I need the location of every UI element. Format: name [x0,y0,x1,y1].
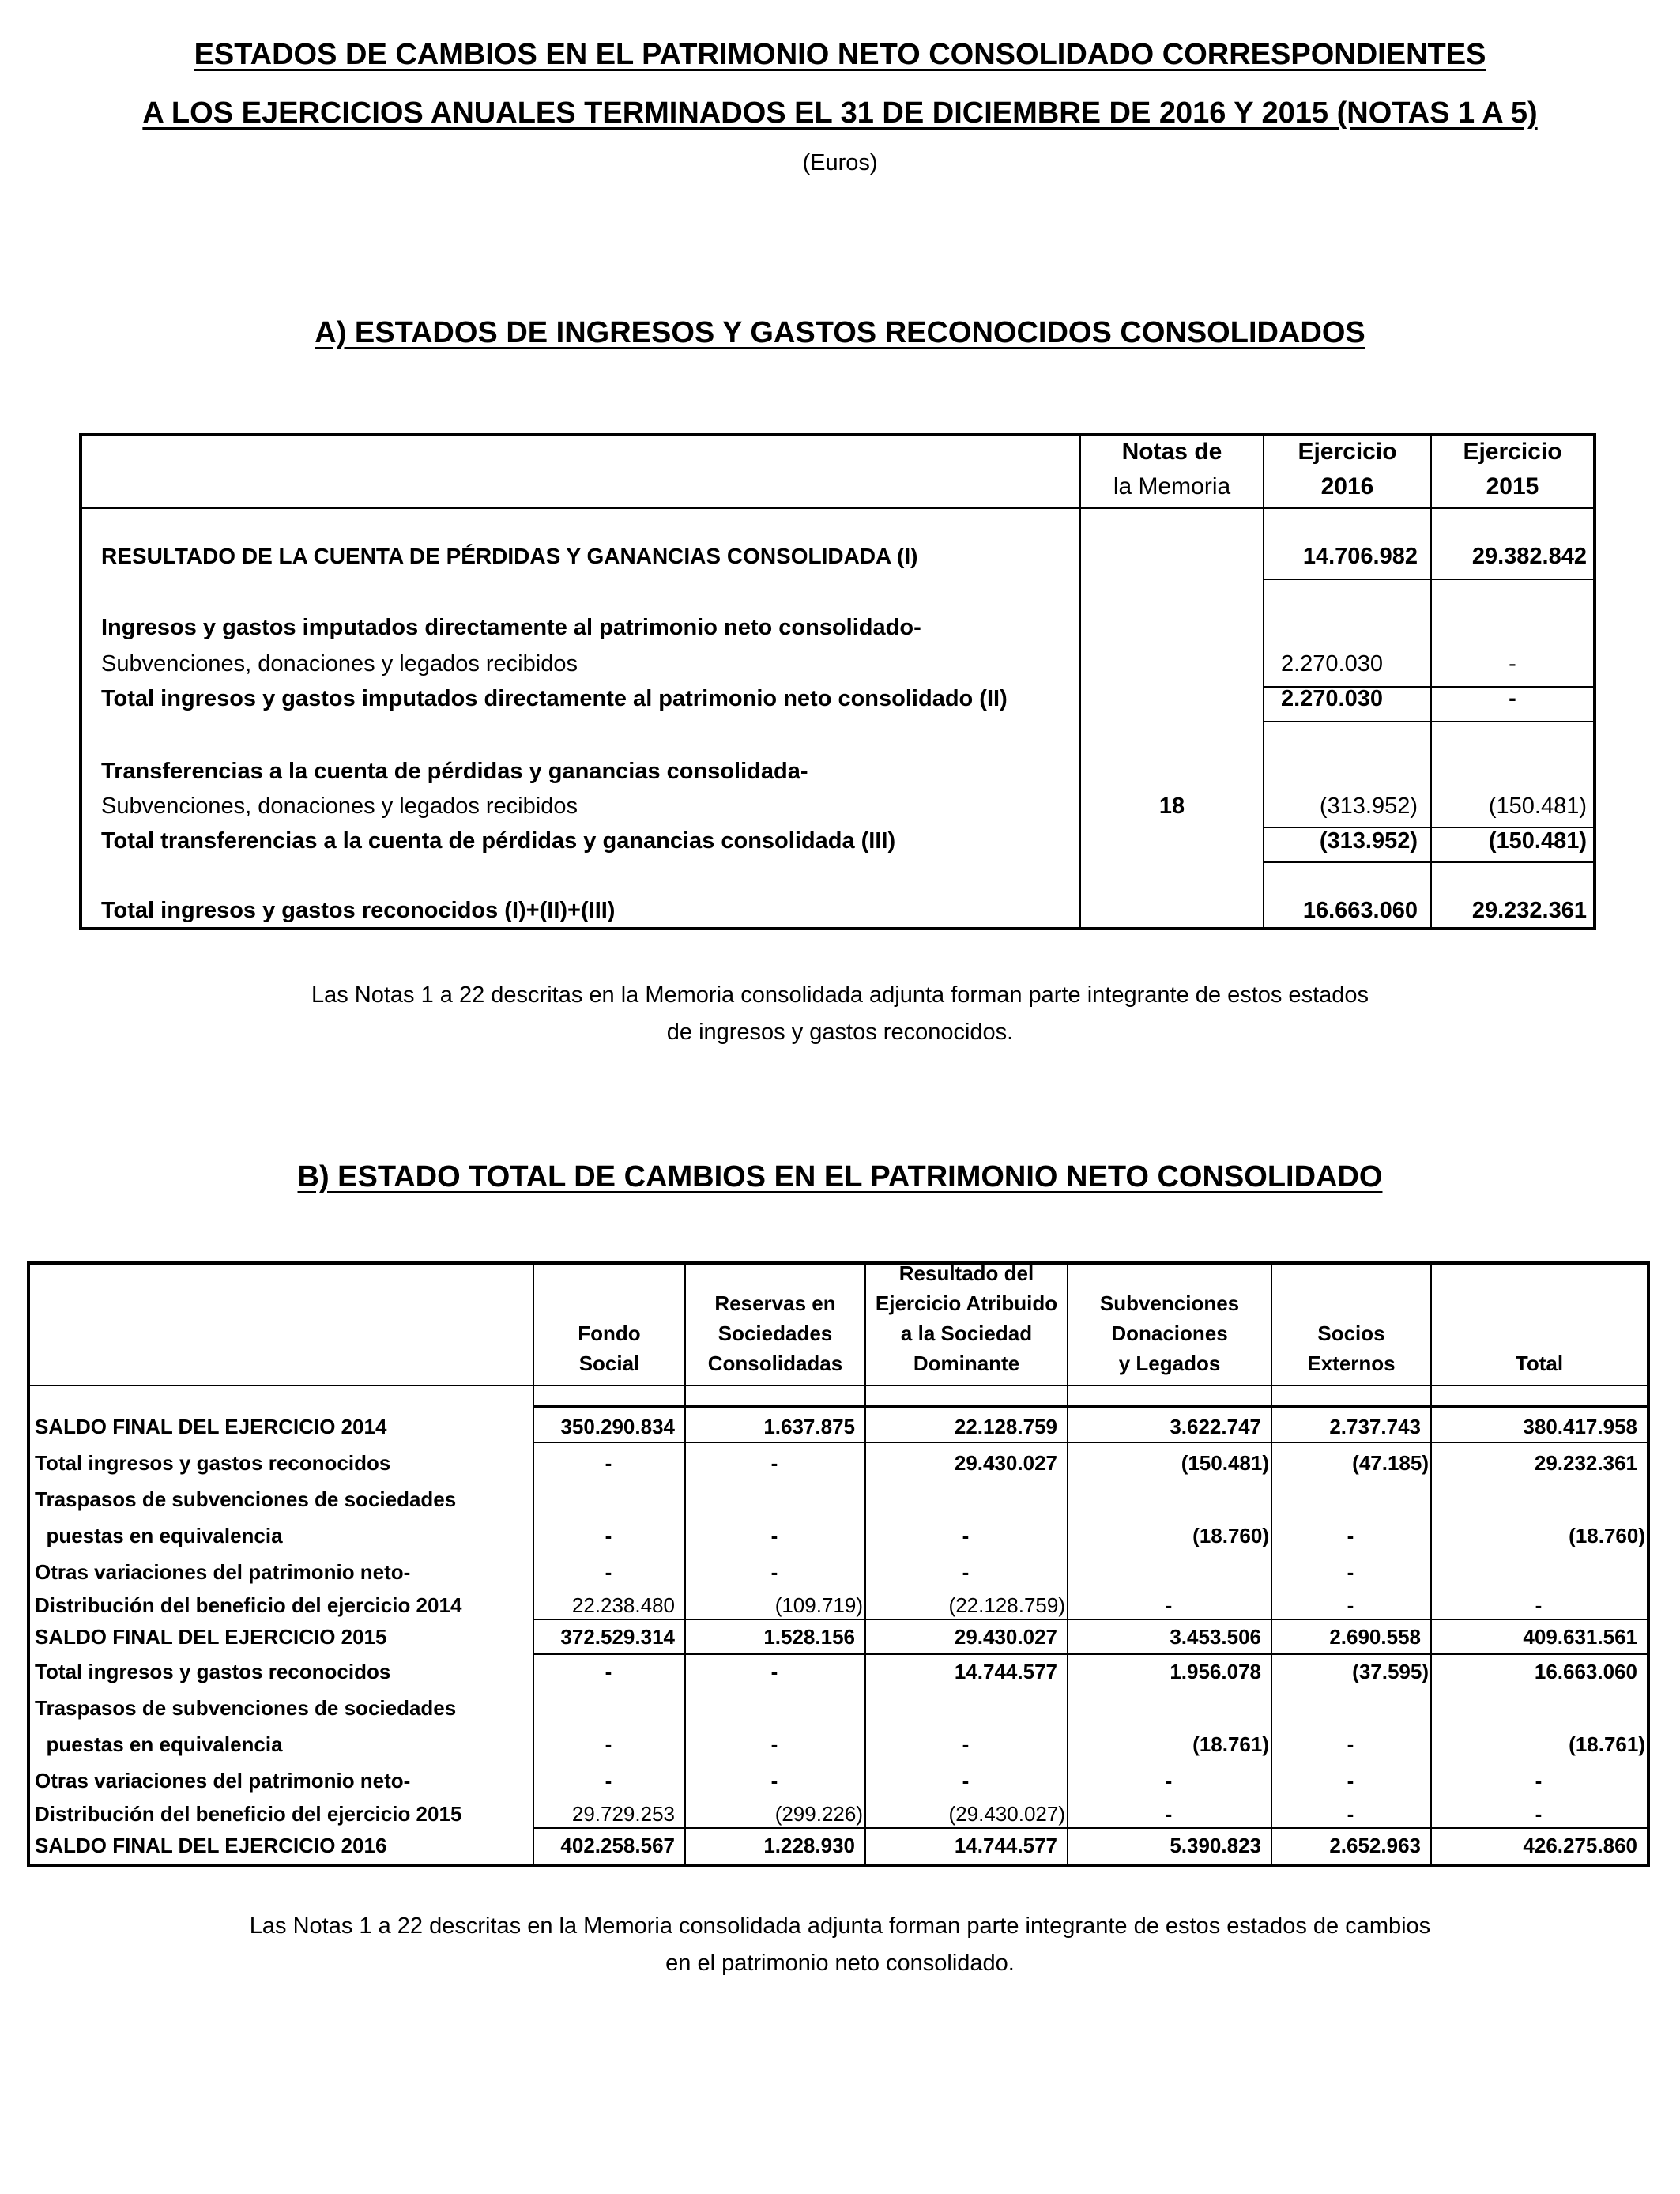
col-header-line: Total [1515,1351,1564,1375]
table-cell: - [605,1560,612,1584]
section-b-note: Las Notas 1 a 22 descritas en la Memoria consolidada adjunta forman parte integrante de estos estados de cambios en el patrimonio neto consolidado. [249,1913,1431,1976]
section-a-note: Las Notas 1 a 22 descritas en la Memoria consolidada adjunta forman parte integrante de estos estados de ingresos y gastos reconocidos. [311,982,1369,1045]
table-cell: 2.737.743 [1329,1415,1421,1438]
col-header-line: Donaciones [1111,1321,1228,1345]
table-cell: 16.663.060 [1534,1660,1637,1683]
table-cell: (37.595) [1352,1660,1429,1683]
row-label-transferencias-heading: Transferencias a la cuenta de pérdidas y ganancias consolidada- [101,759,808,784]
table-cell: 2.652.963 [1329,1834,1421,1857]
value-2016: (313.952) [1319,828,1418,854]
table-cell: 5.390.823 [1170,1834,1261,1857]
section-b-title: B) ESTADO TOTAL DE CAMBIOS EN EL PATRIMONIO NETO CONSOLIDADO [297,1160,1383,1193]
col-header-line: Ejercicio Atribuido [875,1291,1058,1315]
row-divider [1263,579,1593,580]
col-header-line: Consolidadas [707,1351,843,1375]
row-divider [533,1405,1647,1407]
value-2015: 29.232.361 [1471,898,1587,923]
table-cell: 350.290.834 [560,1415,675,1438]
row-label-ingresos-heading: Ingresos y gastos imputados directamente al patrimonio neto consolidado- [101,615,921,640]
table-cell: (299.226) [774,1802,863,1826]
table-cell: 29.729.253 [571,1802,675,1826]
table-cell: (29.430.027) [948,1802,1065,1826]
table-cell: (109.719) [774,1593,863,1617]
table-cell: 2.690.558 [1329,1625,1421,1649]
table-cell: 372.529.314 [560,1625,675,1649]
table-cell: - [1535,1802,1543,1826]
table-cell: 29.430.027 [954,1625,1057,1649]
table-cell: - [770,1524,778,1547]
row-divider [533,1827,1647,1829]
col-header-line: Externos [1307,1351,1396,1375]
table-cell: - [770,1732,778,1756]
value-2015: (150.481) [1488,794,1587,819]
row-label: puestas en equivalencia [35,1524,283,1547]
unit-label: (Euros) [802,150,878,175]
row-divider [533,1442,1647,1443]
table-cell: 3.622.747 [1170,1415,1261,1438]
table-cell: (18.761) [1569,1732,1645,1756]
col-header-line: Subvenciones [1099,1291,1240,1315]
header-divider [30,1385,1647,1386]
row-label: SALDO FINAL DEL EJERCICIO 2016 [35,1834,387,1857]
col-header-line: y Legados [1118,1351,1221,1375]
row-label: Traspasos de subvenciones de sociedades [35,1696,457,1720]
value-2015: - [1509,686,1516,711]
row-label: SALDO FINAL DEL EJERCICIO 2014 [35,1415,387,1438]
col-header [686,1288,864,1378]
equity-changes-table [27,1261,1650,1867]
table-cell: (18.761) [1192,1732,1269,1756]
row-label: Total ingresos y gastos reconocidos [35,1451,391,1475]
col-header-line: Socios [1317,1321,1385,1345]
table-cell: - [605,1451,612,1475]
table-cell: (18.760) [1192,1524,1269,1547]
row-label: Distribución del beneficio del ejercicio 2014 [35,1593,462,1617]
row-label: Distribución del beneficio del ejercicio 2015 [35,1802,462,1826]
table-cell: - [770,1660,778,1683]
table-cell: - [962,1732,970,1756]
value-2016: 16.663.060 [1302,898,1418,923]
table-cell: 14.744.577 [954,1834,1057,1857]
table-cell: (150.481) [1181,1451,1269,1475]
value-2016: 2.270.030 [1280,651,1383,677]
row-label-total-ii: Total ingresos y gastos imputados directamente al patrimonio neto consolidado (II) [101,686,1008,711]
row-label: Total ingresos y gastos reconocidos [35,1660,391,1683]
table-cell: 3.453.506 [1170,1625,1261,1649]
row-divider [1263,861,1593,863]
col-header [866,1258,1067,1378]
value-2016: 2.270.030 [1280,686,1383,711]
row-divider [1263,721,1593,722]
table-cell: 14.744.577 [954,1660,1057,1683]
col-header-line: Fondo [578,1321,641,1345]
table-cell: - [1535,1593,1543,1617]
table-cell: - [1347,1732,1354,1756]
col-header-notas: Notas de la Memoria [1113,439,1231,499]
table-cell: - [1165,1802,1173,1826]
row-label: Otras variaciones del patrimonio neto- [35,1560,411,1584]
table-cell: - [605,1769,612,1793]
value-2016: (313.952) [1319,794,1418,819]
table-cell: - [1535,1769,1543,1793]
col-header [1068,1288,1271,1378]
value-2015: - [1509,651,1516,677]
table-cell: - [962,1524,970,1547]
table-cell: 22.128.759 [954,1415,1057,1438]
table-cell: - [1347,1593,1354,1617]
table-cell: - [1347,1802,1354,1826]
note-reference: 18 [1158,794,1185,819]
table-cell: - [1347,1560,1354,1584]
col-divider [1079,436,1081,927]
row-label-resultado: RESULTADO DE LA CUENTA DE PÉRDIDAS Y GANANCIAS CONSOLIDADA (I) [101,544,918,568]
row-label: SALDO FINAL DEL EJERCICIO 2015 [35,1625,387,1649]
table-cell: - [1165,1593,1173,1617]
table-cell: - [605,1732,612,1756]
table-cell: 22.238.480 [571,1593,675,1617]
col-header-line: a la Sociedad [900,1321,1033,1345]
col-header-2016: Ejercicio 2016 [1298,439,1397,499]
row-divider [533,1407,1647,1408]
table-cell: 1.528.156 [763,1625,855,1649]
table-cell: 1.228.930 [763,1834,855,1857]
col-header [534,1318,684,1378]
document-title-line2: A LOS EJERCICIOS ANUALES TERMINADOS EL 31 DE DICIEMBRE DE 2016 Y 2015 (NOTAS 1 A 5) [142,96,1538,130]
table-cell: - [962,1560,970,1584]
table-cell: 29.430.027 [954,1451,1057,1475]
table-cell: - [962,1769,970,1793]
table-cell: (18.760) [1569,1524,1645,1547]
table-cell: 380.417.958 [1523,1415,1637,1438]
table-cell: 402.258.567 [560,1834,675,1857]
table-cell: 409.631.561 [1523,1625,1637,1649]
col-header-line: Social [578,1351,640,1375]
value-2016: 14.706.982 [1302,544,1418,569]
col-header-line: Dominante [913,1351,1020,1375]
table-cell: - [1347,1769,1354,1793]
income-expense-table [79,433,1596,930]
table-cell: - [605,1660,612,1683]
row-divider [533,1619,1647,1620]
row-label-subvenciones: Subvenciones, donaciones y legados recibidos [101,794,578,819]
row-label-total-iii: Total transferencias a la cuenta de pérdidas y ganancias consolidada (III) [101,828,896,854]
table-cell: 29.232.361 [1534,1451,1637,1475]
col-header [1272,1318,1430,1378]
document-title-line1: ESTADOS DE CAMBIOS EN EL PATRIMONIO NETO CONSOLIDADO CORRESPONDIENTES [194,38,1486,71]
col-header-line: Reservas en [714,1291,836,1315]
table-cell: 1.956.078 [1170,1660,1261,1683]
table-cell: - [770,1560,778,1584]
col-header-line: Sociedades [718,1321,833,1345]
table-cell: (47.185) [1352,1451,1429,1475]
table-cell: (22.128.759) [948,1593,1065,1617]
row-label: puestas en equivalencia [35,1732,283,1756]
col-header-2015: Ejercicio 2015 [1463,439,1562,499]
row-divider [533,1653,1647,1655]
row-label: Traspasos de subvenciones de sociedades [35,1487,457,1511]
value-2015: (150.481) [1488,828,1587,854]
header-divider [82,507,1593,509]
table-cell: - [1347,1524,1354,1547]
col-header [1432,1348,1647,1378]
row-label-subvenciones: Subvenciones, donaciones y legados recibidos [101,651,578,677]
table-cell: - [1165,1769,1173,1793]
table-cell: - [770,1451,778,1475]
table-cell: 1.637.875 [763,1415,855,1438]
table-cell: 426.275.860 [1523,1834,1637,1857]
table-cell: - [770,1769,778,1793]
col-header-line: Resultado del [898,1261,1034,1285]
table-cell: - [605,1524,612,1547]
section-a-title: A) ESTADOS DE INGRESOS Y GASTOS RECONOCIDOS CONSOLIDADOS [315,316,1365,349]
row-label: Otras variaciones del patrimonio neto- [35,1769,411,1793]
row-label-total: Total ingresos y gastos reconocidos (I)+(II)+(III) [101,898,616,923]
value-2015: 29.382.842 [1471,544,1587,569]
